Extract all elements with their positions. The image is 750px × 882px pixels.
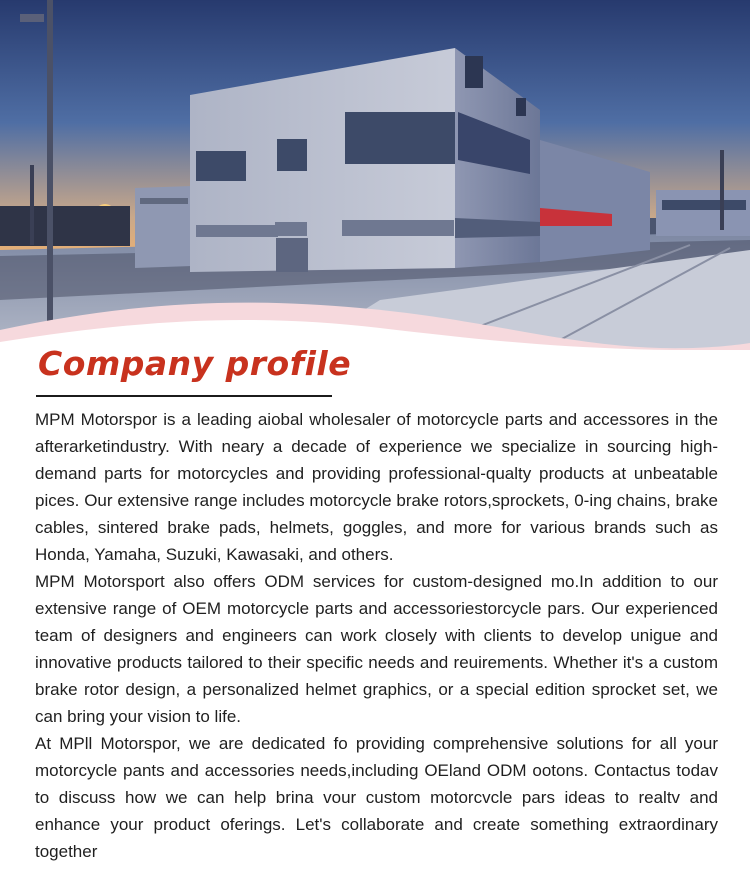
- hero-banner: [0, 0, 750, 350]
- section-title: Company profile: [38, 344, 352, 383]
- paragraph-closing: At MPll Motorspor, we are dedicated fo providing comprehensive solutions for all your motorcycle pants and accessories needs,including OEland ODM ootons. Contactus todav to discuss how we can help brina vour custom motorcvcle pars ideas to realtv and enhance your product oferings. Let's collaborate and create something extraordinary together: [35, 734, 718, 861]
- title-underline: [36, 395, 332, 397]
- paragraph-odm-services: MPM Motorsport also offers ODM services for custom-designed mo.In addition to our extensive range of OEM motorcycle parts and accessoriestorcycle pars. Our experienced team of designers and engineers can work closely with clients to develop unigue and innovative products tailored to their specific needs and reuirements. Whether it's a custom brake rotor design, a personalized helmet graphics, or a special edition sprocket set, we can bring your vision to life.: [35, 572, 718, 726]
- paragraph-intro: MPM Motorspor is a leading aiobal wholesaler of motorcycle parts and accessores in the afterarketindustry. With neary a decade of experience we specialize in sourcing high-demand parts for motorcycles and providing professional-qualty products at unbeatable pices. Our extensive range includes motorcycle brake rotors,sprockets, 0-ing chains, brake cables, sintered brake pads, helmets, goggles, and more for various brands such as Honda, Yamaha, Suzuki, Kawasaki, and others.: [35, 410, 718, 564]
- company-description: [35, 406, 718, 865]
- factory-building-photo: [0, 0, 750, 350]
